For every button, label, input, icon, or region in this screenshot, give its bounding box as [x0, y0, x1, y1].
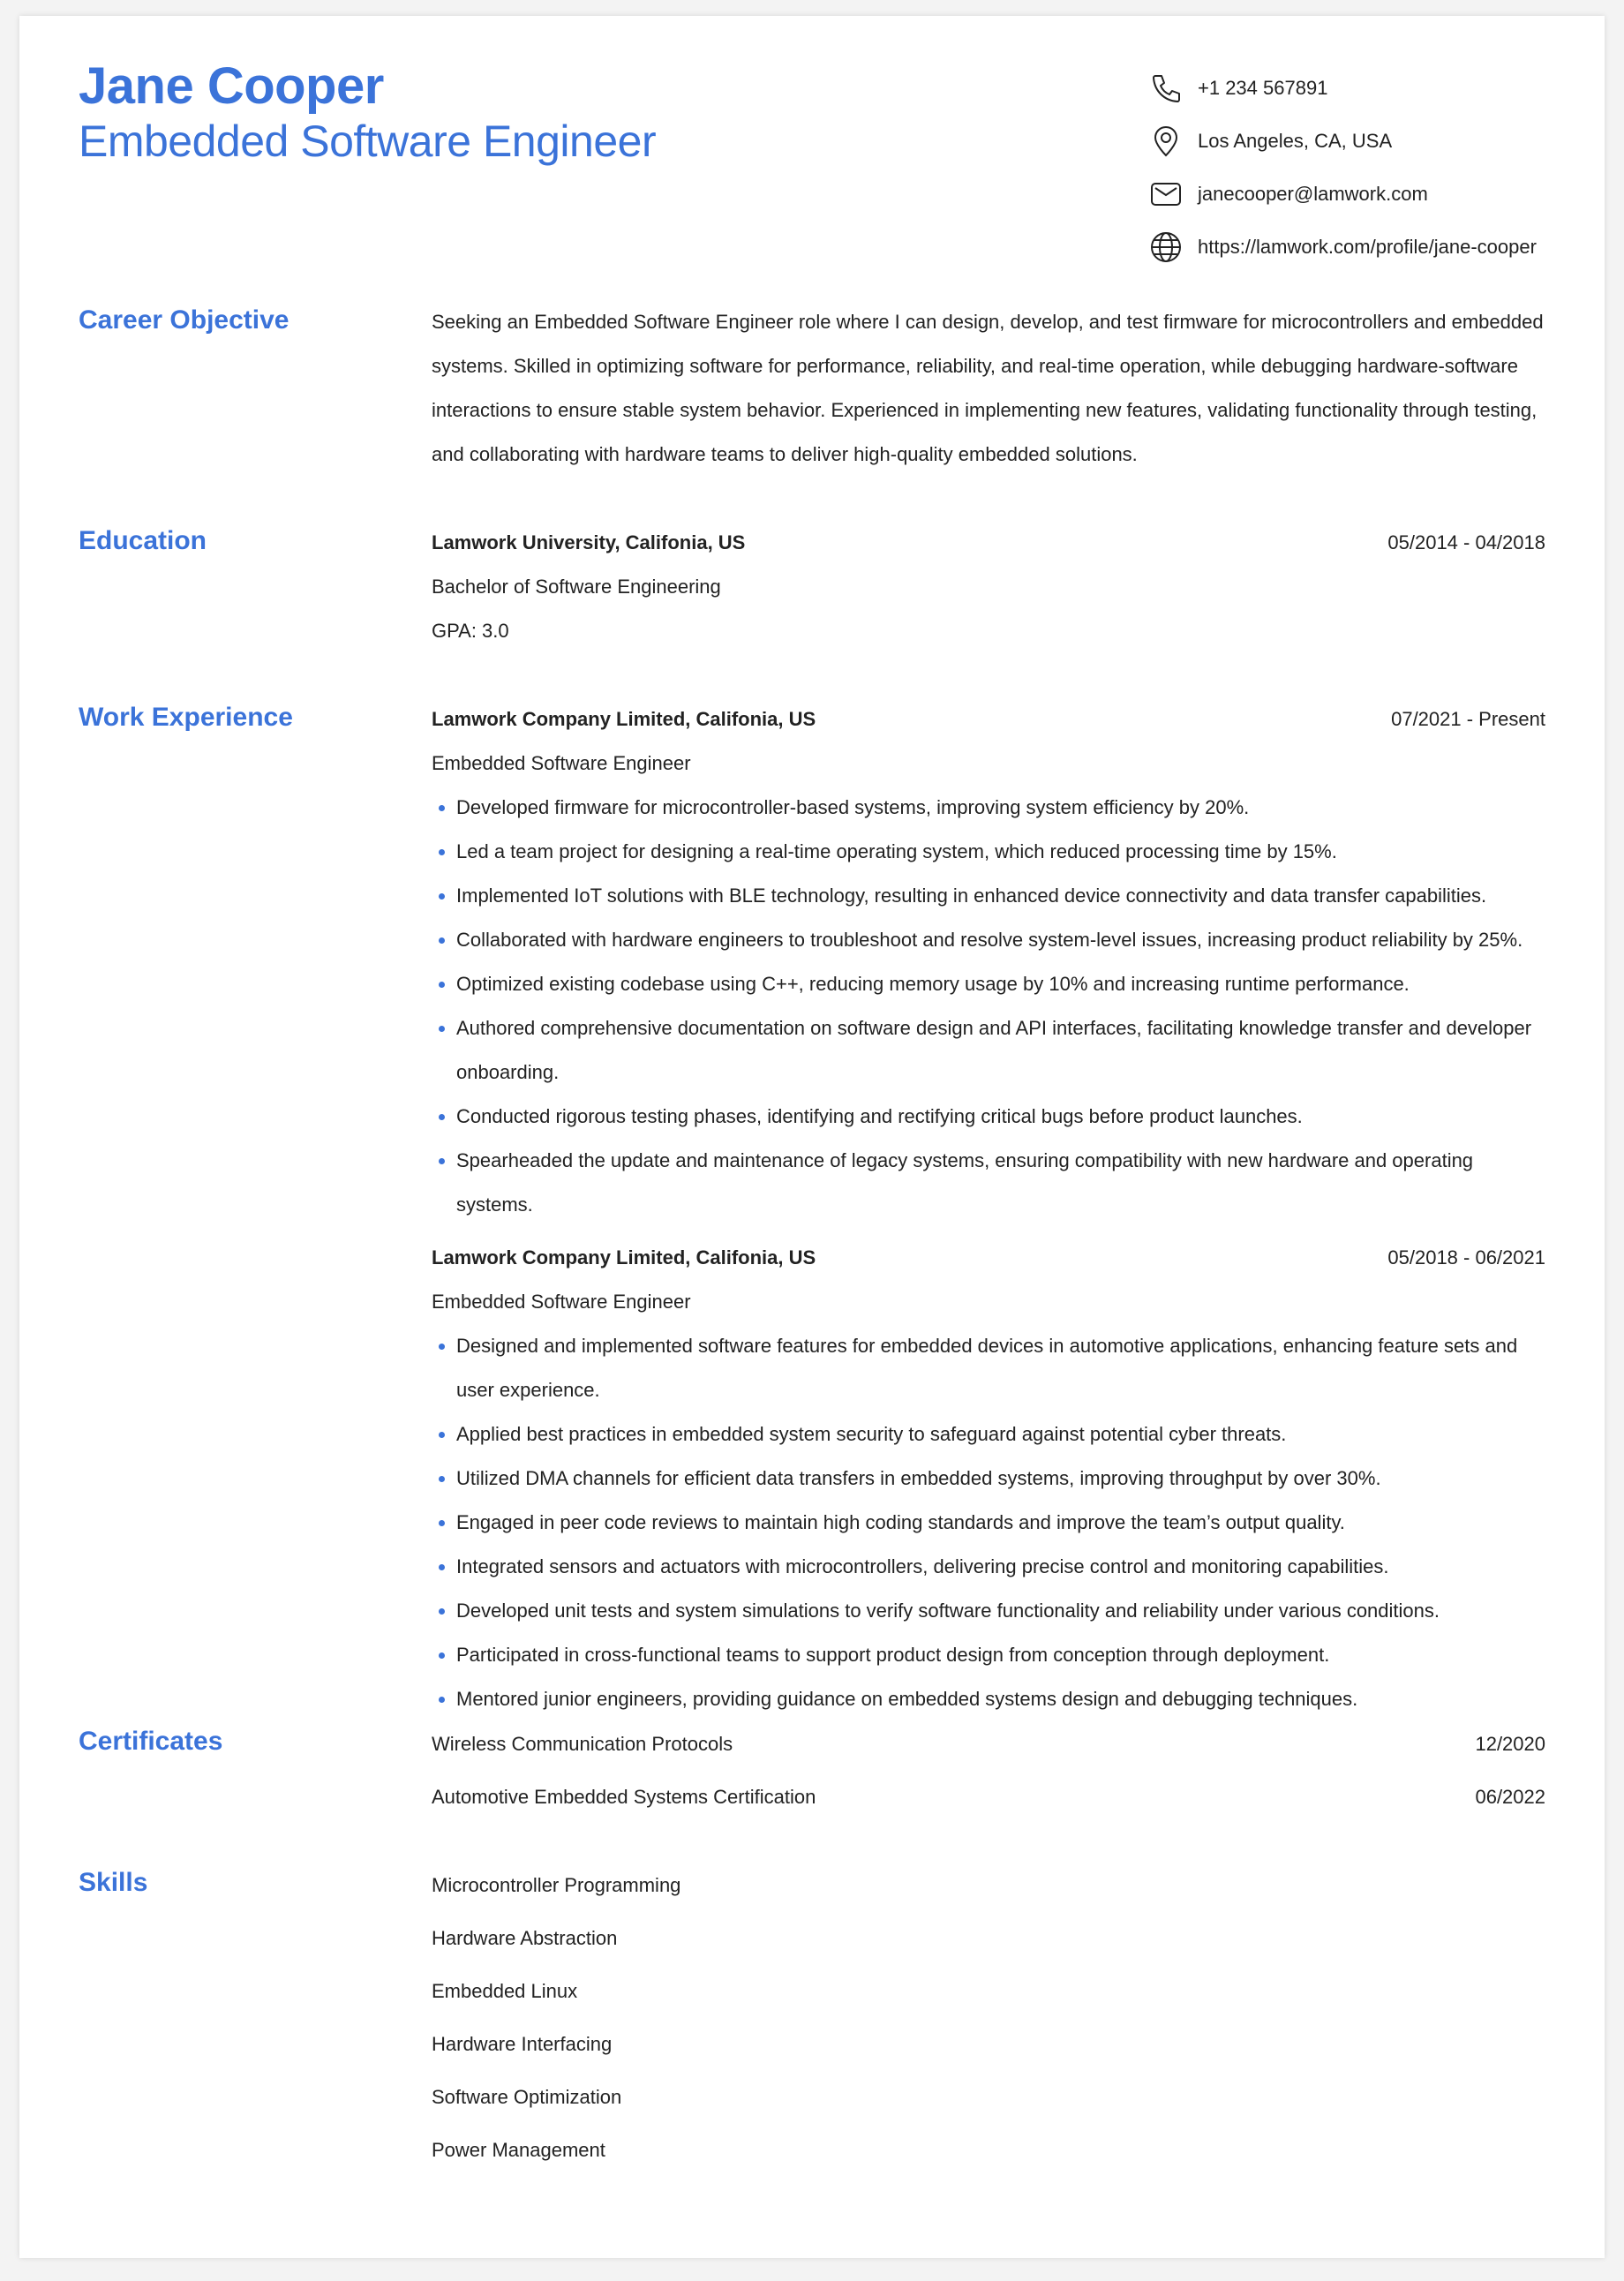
job-bullet: Conducted rigorous testing phases, identifying and rectifying critical bugs before product launches.: [432, 1095, 1545, 1139]
job-bullet: Collaborated with hardware engineers to troubleshoot and resolve system-level issues, increasing product reliability by 25%.: [432, 918, 1545, 962]
skill-item: Hardware Interfacing: [432, 2033, 613, 2055]
job-dates: 07/2021 - Present: [1391, 708, 1545, 730]
resume-page: [19, 16, 1605, 2258]
certificate-name: Automotive Embedded Systems Certification: [432, 1786, 816, 1808]
certificate-item: [432, 1771, 1545, 1824]
job-bullet: Mentored junior engineers, providing guidance on embedded systems design and debugging techniques.: [432, 1677, 1545, 1721]
contact-email-text: janecooper@lamwork.com: [1198, 183, 1428, 205]
job-bullet: Led a team project for designing a real-time operating system, which reduced processing time by 15%.: [432, 830, 1545, 874]
job-bullet: Applied best practices in embedded system security to safeguard against potential cyber threats.: [432, 1412, 1545, 1457]
job-bullet: Optimized existing codebase using C++, reducing memory usage by 10% and increasing runtime performance.: [432, 962, 1545, 1006]
job-entry: [432, 1236, 1545, 1721]
contact-website: [1148, 221, 1545, 274]
objective-text: Seeking an Embedded Software Engineer role where I can design, develop, and test firmware for microcontrollers and embedded systems. Skilled in optimizing software for performance, reliability, and real-time operation, while debugging hardware-software interactions to ensure stable system behavior. Experienced in implementing new features, validating functionality through testing, and collaborating with hardware teams to deliver high-quality embedded solutions.: [432, 311, 1544, 465]
resume-header: [79, 58, 1545, 288]
contact-location: [1148, 115, 1545, 168]
contact-website-text: https://lamwork.com/profile/jane-cooper: [1198, 236, 1537, 258]
job-company: Lamwork Company Limited, Califonia, US: [432, 1246, 816, 1268]
job-bullet: Designed and implemented software features for embedded devices in automotive applications, enhancing feature sets and user experience.: [432, 1324, 1545, 1412]
section-heading: Education: [79, 526, 207, 555]
contact-email: [1148, 168, 1545, 221]
job-bullets: [432, 786, 1545, 1227]
section-heading: Career Objective: [79, 305, 289, 335]
job-entry: [432, 697, 1545, 1227]
job-dates: 05/2018 - 06/2021: [1387, 1246, 1545, 1268]
job-company: Lamwork Company Limited, Califonia, US: [432, 708, 816, 730]
job-bullet: Developed unit tests and system simulations to verify software functionality and reliability under various conditions.: [432, 1589, 1545, 1633]
section-heading: Skills: [79, 1868, 148, 1897]
contact-phone: [1148, 62, 1545, 115]
job-role: Embedded Software Engineer: [432, 1291, 691, 1313]
phone-icon: [1148, 71, 1184, 106]
skill-item: Embedded Linux: [432, 1980, 578, 2002]
job-bullet: Spearheaded the update and maintenance of legacy systems, ensuring compatibility with new hardware and operating systems.: [432, 1139, 1545, 1227]
job-bullet: Implemented IoT solutions with BLE technology, resulting in enhanced device connectivity and data transfer capabilities.: [432, 874, 1545, 918]
job-bullets: [432, 1324, 1545, 1721]
contact-location-text: Los Angeles, CA, USA: [1198, 130, 1393, 152]
skill-item: Power Management: [432, 2139, 605, 2161]
certificate-item: [432, 1718, 1545, 1771]
location-icon: [1148, 124, 1184, 159]
candidate-name: Jane Cooper: [79, 57, 384, 115]
section-heading: Certificates: [79, 1727, 223, 1756]
globe-icon: [1148, 230, 1184, 265]
section-heading: Work Experience: [79, 703, 293, 732]
skill-item: Hardware Abstraction: [432, 1927, 618, 1949]
job-bullet: Participated in cross-functional teams to support product design from conception through deployment.: [432, 1633, 1545, 1677]
skill-item: Microcontroller Programming: [432, 1874, 681, 1896]
job-role: Embedded Software Engineer: [432, 752, 691, 774]
skill-item: Software Optimization: [432, 2086, 622, 2108]
education-school: Lamwork University, Califonia, US: [432, 531, 746, 553]
certificate-date: 12/2020: [1475, 1733, 1545, 1755]
education-gpa: GPA: 3.0: [432, 620, 509, 642]
candidate-title: Embedded Software Engineer: [79, 116, 657, 166]
job-bullet: Integrated sensors and actuators with microcontrollers, delivering precise control and monitoring capabilities.: [432, 1545, 1545, 1589]
job-bullet: Utilized DMA channels for efficient data transfers in embedded systems, improving throughput by over 30%.: [432, 1457, 1545, 1501]
certificate-date: 06/2022: [1475, 1786, 1545, 1808]
education-dates: 05/2014 - 04/2018: [1387, 531, 1545, 553]
education-degree: Bachelor of Software Engineering: [432, 576, 721, 598]
contact-phone-text: +1 234 567891: [1198, 77, 1328, 99]
job-bullet: Engaged in peer code reviews to maintain high coding standards and improve the team’s output quality.: [432, 1501, 1545, 1545]
contact-list: [1148, 62, 1545, 274]
job-bullet: Authored comprehensive documentation on software design and API interfaces, facilitating knowledge transfer and developer onboarding.: [432, 1006, 1545, 1095]
certificate-name: Wireless Communication Protocols: [432, 1733, 733, 1755]
email-icon: [1148, 177, 1184, 212]
job-bullet: Developed firmware for microcontroller-based systems, improving system efficiency by 20%.: [432, 786, 1545, 830]
